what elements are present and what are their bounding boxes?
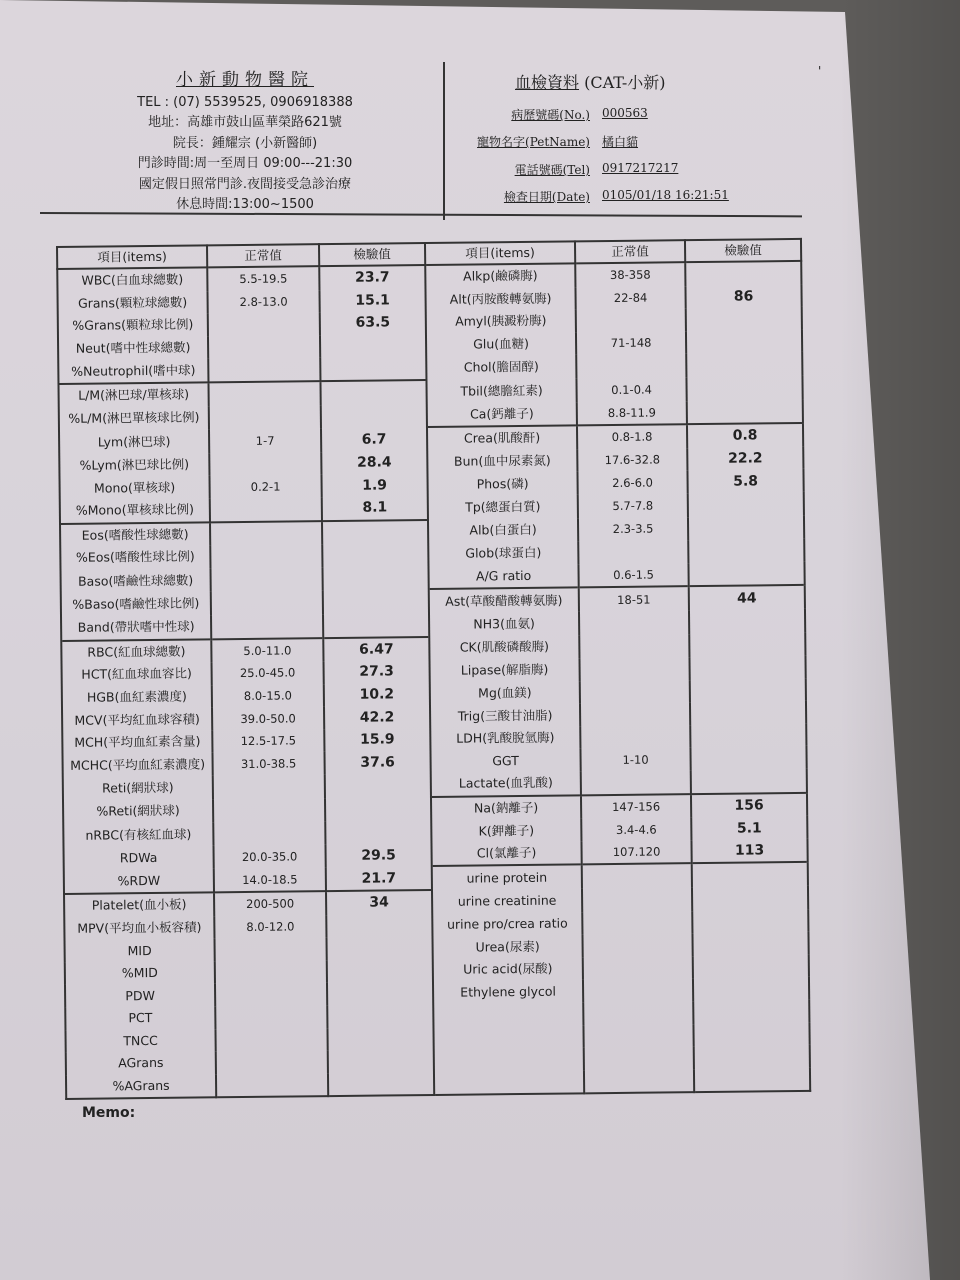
cell-right-normal [581,770,691,795]
cell-left-normal [208,358,320,383]
cell-right-result: 5.8 [687,469,803,493]
cell-right-normal [582,933,692,957]
cell-right-item [434,1070,584,1095]
cell-left-result [325,773,431,798]
cell-right-item: Crea(肌酸酐) [427,426,577,451]
cell-left-item: Reti(網狀球) [63,775,213,800]
cell-right-item: Trig(三酸甘油脂) [430,704,580,728]
info-value-tel: 0917217217 [602,161,679,175]
lab-table-body [57,261,810,1099]
cell-left-item: %Eos(嗜酸性球比例) [60,545,210,569]
cell-left-result: 27.3 [324,660,430,684]
cell-left-normal: 2.8-13.0 [207,290,319,314]
cell-left-result [322,520,428,545]
cell-left-result [327,959,433,983]
cell-right-item: Glu(血糖) [426,332,576,356]
cell-right-item: GGT [430,749,580,773]
cell-right-normal [583,1001,693,1025]
cell-left-result [327,1027,433,1051]
cell-left-result: 37.6 [324,750,430,774]
cell-right-item: Lipase(解脂脢) [430,658,580,682]
header-result-left: 檢驗值 [319,243,425,266]
cell-right-normal: 17.6-32.8 [577,448,687,472]
cell-right-normal: 38-358 [575,262,685,287]
info-row-date [470,188,800,208]
lab-results-table [56,238,811,1100]
cell-left-item: nRBC(有核紅血球) [63,823,213,847]
cell-right-item: CK(肌酸磷酸脢) [429,635,579,660]
stray-mark: ' [818,64,822,78]
cell-right-normal [579,634,689,659]
cell-right-result: 22.2 [687,447,803,471]
info-label-date: 檢查日期(Date) [503,190,590,204]
cell-left-result [323,613,429,638]
cell-right-normal: 5.7-7.8 [578,493,688,518]
cell-right-normal: 0.1-0.4 [576,377,686,402]
cell-right-item: urine pro/crea ratio [432,912,582,936]
cell-left-item: RDWa [64,845,214,870]
cell-left-result [320,380,426,405]
cell-left-item: %Mono(單核球比例) [60,498,210,523]
cell-right-result: 5.1 [691,816,807,840]
cell-left-result [320,334,426,358]
cell-right-item: Uric acid(尿酸) [433,957,583,981]
cell-left-normal [215,1028,327,1052]
report-title: 血檢資料 [515,73,580,92]
cell-left-normal: 0.2-1 [209,474,321,498]
cell-right-result: 113 [691,839,807,864]
report-subtitle: (CAT-小新) [584,73,666,92]
cell-left-item: Baso(嗜鹼性球總數) [61,568,211,593]
cell-left-normal: 8.0-15.0 [212,684,324,708]
cell-right-result [693,1000,809,1024]
cell-left-normal: 25.0-45.0 [212,661,324,685]
hospital-director: 院長：鍾耀宗 (小新醫師) [172,135,318,151]
cell-right-item: Tp(總蛋白質) [428,494,578,519]
cell-right-normal: 107.120 [581,840,691,865]
cell-left-item: %Baso(嗜鹼性球比例) [61,592,211,617]
cell-right-item [434,1048,584,1072]
cell-right-normal: 3.4-4.6 [581,817,691,841]
cell-left-normal [215,983,327,1007]
cell-left-item: %Neutrophil(嗜中球) [58,359,208,384]
cell-left-item: MCV(平均紅血球容積) [62,708,212,732]
cell-left-item: Grans(顆粒球總數) [58,291,208,315]
cell-left-normal [211,590,323,615]
cell-right-result [688,492,804,517]
cell-left-item: HCT(紅血球血容比) [62,662,212,686]
cell-left-item: MPV(平均血小板容積) [64,916,214,940]
cell-left-result: 23.7 [319,265,425,290]
cell-right-normal: 22-84 [575,286,685,310]
cell-right-item: K(鉀離子) [431,819,581,843]
cell-right-result [686,330,802,354]
lab-table-wrapper [56,238,809,1094]
cell-right-normal [584,1069,694,1094]
cell-right-item: Ca(鈣離子) [427,402,577,427]
info-label-tel: 電話號碼(Tel) [514,163,590,177]
cell-left-normal [209,405,321,430]
cell-left-normal [213,821,325,845]
cell-left-normal [210,544,322,568]
cell-right-item: A/G ratio [428,564,578,589]
cell-left-item: MID [65,939,215,963]
cell-left-normal: 39.0-50.0 [212,706,324,730]
cell-right-result: 156 [691,793,807,818]
paper-edge-shadow [840,0,960,1280]
cell-left-item: Lym(淋巴球) [59,430,209,455]
cell-right-result [687,399,803,424]
cell-right-result [692,932,808,956]
cell-left-result [326,936,432,960]
cell-left-normal: 12.5-17.5 [212,729,324,753]
cell-left-normal: 5.5-19.5 [207,266,319,291]
cell-right-normal [576,308,686,332]
cell-left-item: %MID [65,961,215,985]
cell-left-normal [215,937,327,961]
report-title-line [515,70,666,93]
cell-left-result: 28.4 [321,451,427,475]
cell-left-item: Eos(嗜酸性球總數) [60,522,210,547]
info-row-petname [470,133,800,153]
cell-right-result [686,352,802,377]
memo-label: Memo: [82,1105,136,1121]
cell-left-result [323,589,429,614]
cell-left-result [322,566,428,591]
cell-left-result [325,797,431,822]
cell-left-result [326,914,432,938]
cell-left-normal [208,381,320,406]
info-label-petname: 寵物名字(PetName) [477,135,590,149]
cell-right-item: Alb(白蛋白) [428,518,578,543]
cell-left-item: %Reti(網狀球) [63,799,213,824]
cell-right-result [693,977,809,1001]
cell-left-result [321,404,427,429]
cell-right-item: Ethylene glycol [433,980,583,1004]
cell-right-result [686,376,802,401]
cell-left-item: WBC(白血球總數) [57,267,207,292]
cell-left-normal [213,798,325,823]
cell-right-item: Amyl(胰澱粉脢) [426,310,576,334]
info-value-no: 000563 [602,106,648,120]
cell-left-result: 63.5 [320,311,426,335]
cell-right-normal [582,864,692,889]
cell-left-result: 21.7 [326,866,432,891]
cell-left-normal [215,960,327,984]
hospital-address: 地址：高雄市鼓山區華榮路621號 [148,115,342,130]
cell-left-normal: 31.0-38.5 [212,752,324,776]
cell-left-result: 34 [326,890,432,915]
cell-left-item: PCT [65,1006,215,1030]
cell-right-normal: 2.6-6.0 [577,471,687,495]
cell-right-result [688,539,804,563]
cell-left-result: 15.1 [319,289,425,313]
cell-left-normal: 14.0-18.5 [214,868,326,893]
info-row-no [470,106,800,126]
cell-left-item: %L/M(淋巴單核球比例) [59,406,209,431]
cell-right-item: Glob(球蛋白) [428,541,578,565]
info-label-no: 病歷號碼(No.) [511,108,590,122]
cell-right-normal [582,887,692,912]
cell-left-item: HGB(血紅素濃度) [62,685,212,709]
cell-right-item: Chol(膽固醇) [426,355,576,380]
cell-right-item: urine creatinine [432,888,582,913]
cell-right-result: 0.8 [687,423,803,448]
cell-left-item: %AGrans [66,1074,216,1099]
cell-right-result [691,769,807,794]
cell-left-normal [216,1050,328,1074]
cell-left-item: %Grans(顆粒球比例) [58,314,208,338]
hospital-hours: 門診時間:周一至周日 09:00---21:30 [137,156,353,171]
cell-right-item: NH3(血氨) [429,611,579,636]
cell-right-normal [580,680,690,704]
cell-left-normal [215,1005,327,1029]
cell-right-result [693,955,809,979]
cell-right-result [690,679,806,703]
cell-right-result [689,656,805,680]
cell-right-normal [583,956,693,980]
info-value-date: 0105/01/18 16:21:51 [602,188,729,202]
cell-right-result [692,886,808,911]
cell-left-normal [209,452,321,476]
cell-left-item: TNCC [65,1029,215,1053]
header-result-right: 檢驗值 [685,239,801,262]
cell-left-item: Neut(嗜中性球總數) [58,336,208,360]
cell-left-normal: 200-500 [214,891,326,916]
hospital-tel: TEL : (07) 5539525, 0906918388 [137,94,353,110]
hospital-holiday: 國定假日照常門診.夜間接受急診治療 [138,176,352,192]
cell-right-normal: 1-10 [580,748,690,772]
header-normal-right: 正常值 [575,240,685,263]
cell-right-item: Alkp(鹼磷脢) [425,263,575,288]
cell-right-item: Lactate(血乳酸) [431,771,581,796]
info-value-petname: 橘白貓 [602,135,639,149]
info-row-tel [470,161,800,181]
cell-right-result: 86 [685,285,801,309]
cell-right-result [690,724,806,748]
cell-right-item: urine protein [432,865,582,890]
cell-left-normal [211,614,323,639]
cell-right-normal: 71-148 [576,331,686,355]
cell-left-result: 1.9 [321,473,427,497]
cell-right-item: Phos(磷) [427,472,577,496]
cell-left-item: MCH(平均血紅素含量) [62,730,212,754]
cell-left-result: 10.2 [324,683,430,707]
cell-right-item [433,1002,583,1026]
cell-left-normal [216,1073,328,1098]
cell-left-item: L/M(淋巴球/單核球) [58,382,208,407]
cell-left-normal [208,312,320,336]
hospital-rest: 休息時間:13:00~1500 [176,197,314,212]
cell-left-item: RBC(紅血球總數) [61,639,211,664]
cell-right-item: Bun(血中尿素氮) [427,449,577,473]
cell-left-normal [208,335,320,359]
cell-right-normal: 0.8-1.8 [577,424,687,449]
cell-left-normal: 8.0-12.0 [214,915,326,939]
cell-right-item: Tbil(總膽紅素) [426,378,576,403]
cell-left-result [327,1004,433,1028]
cell-right-result [689,609,805,634]
cell-left-result: 29.5 [325,843,431,868]
cell-left-normal: 1-7 [209,428,321,453]
cell-left-item: AGrans [66,1052,216,1076]
cell-right-normal [582,911,692,935]
cell-right-normal: 2.3-3.5 [578,517,688,542]
cell-right-item: Mg(血鎂) [430,681,580,705]
cell-right-item: Cl(氯離子) [431,841,581,866]
cell-left-result [320,356,426,381]
cell-right-normal [579,657,689,681]
cell-right-item: LDH(乳酸脫氫脢) [430,726,580,750]
cell-left-normal [210,521,322,546]
cell-right-item: Alt(丙胺酸轉氨脢) [425,287,575,311]
header-divider [443,62,445,220]
cell-right-result [686,307,802,331]
cell-left-item: Platelet(血小板) [64,892,214,917]
cell-right-normal: 147-156 [581,794,691,819]
cell-left-item: %RDW [64,869,214,894]
cell-right-result [694,1045,810,1069]
cell-right-normal: 0.6-1.5 [578,563,688,588]
cell-right-normal [583,1024,693,1048]
cell-right-result [689,632,805,657]
cell-right-normal [584,1046,694,1070]
cell-right-normal [580,725,690,749]
cell-left-item: Mono(單核球) [60,476,210,500]
cell-left-result: 6.47 [323,636,429,661]
cell-left-result [328,1072,434,1097]
cell-left-result [328,1049,434,1073]
cell-left-normal: 5.0-11.0 [211,638,323,663]
cell-left-result: 15.9 [324,728,430,752]
header-normal-left: 正常值 [207,244,319,267]
cell-left-item: PDW [65,984,215,1008]
cell-right-result [693,1022,809,1046]
cell-left-normal: 20.0-35.0 [213,844,325,869]
cell-right-item [433,1025,583,1049]
cell-right-result [692,910,808,934]
cell-left-result: 8.1 [322,496,428,521]
cell-right-normal [580,702,690,726]
cell-right-normal [578,540,688,564]
cell-left-item: MCHC(平均血紅素濃度) [63,753,213,777]
cell-left-result [327,981,433,1005]
cell-right-result [685,261,801,286]
header-item-left: 項目(items) [57,245,207,269]
cell-right-item: Ast(草酸醋酸轉氨脢) [429,588,579,613]
cell-right-result [690,746,806,770]
cell-right-result [690,701,806,725]
cell-left-result: 6.7 [321,427,427,452]
cell-right-normal: 8.8-11.9 [577,401,687,426]
cell-left-normal [210,497,322,522]
cell-right-result [688,515,804,540]
cell-right-result: 44 [689,585,805,610]
cell-right-item: Na(鈉離子) [431,795,581,820]
hospital-name: 小新動物醫院 [176,70,314,90]
cell-left-normal [210,567,322,592]
cell-left-result [322,543,428,567]
hospital-header [95,70,395,216]
cell-right-result [692,862,808,887]
cell-right-result [694,1068,810,1093]
cell-left-result [325,820,431,844]
cell-left-item: %Lym(淋巴球比例) [59,453,209,477]
cell-right-item: Urea(尿素) [432,935,582,959]
cell-right-normal [583,979,693,1003]
header-item-right: 項目(items) [425,241,575,265]
cell-left-normal [213,774,325,799]
cell-left-result: 42.2 [324,705,430,729]
cell-right-result [688,562,804,587]
cell-right-normal [576,354,686,379]
cell-right-normal: 18-51 [579,586,689,611]
cell-right-normal [579,610,689,635]
cell-left-item: Band(帶狀嗜中性球) [61,615,211,640]
